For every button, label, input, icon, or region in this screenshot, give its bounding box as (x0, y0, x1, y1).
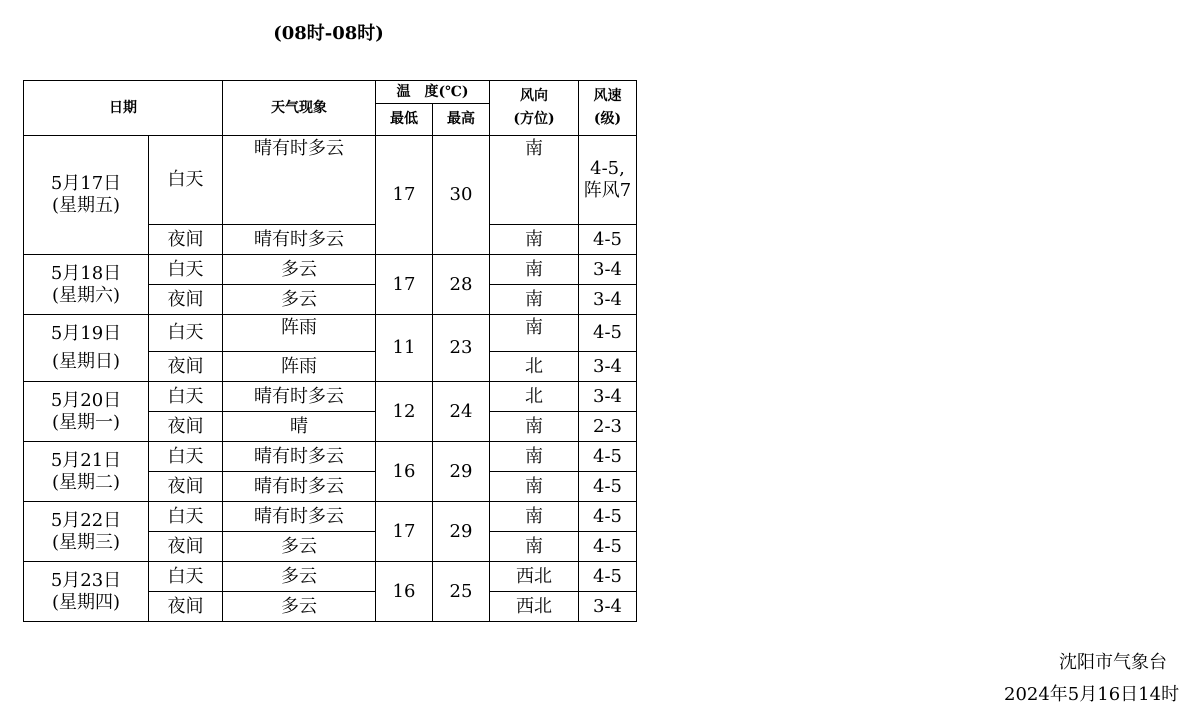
wind-dir: 南 (490, 136, 579, 225)
weekday: (星期三) (51, 531, 121, 553)
temp-low: 16 (376, 442, 433, 502)
period: 白天 (149, 382, 223, 412)
temp-low: 11 (376, 315, 433, 382)
header-wind-speed (579, 81, 637, 136)
header-weather: 天气现象 (223, 81, 376, 136)
wind-dir: 南 (490, 285, 579, 315)
wind-speed: 4-5 (579, 562, 637, 592)
wind-dir: 南 (490, 412, 579, 442)
wind-speed: 2-3 (579, 412, 637, 442)
header-wind-speed-line2: (级) (593, 111, 622, 127)
weather: 晴有时多云 (223, 136, 376, 225)
wind-speed: 3-4 (579, 382, 637, 412)
weather: 晴有时多云 (223, 502, 376, 532)
period: 夜间 (149, 472, 223, 502)
table-row (24, 255, 637, 285)
date-cell (24, 382, 149, 442)
wind-speed: 4-5 (579, 225, 637, 255)
weekday: (星期一) (51, 411, 121, 433)
table-row (24, 136, 637, 225)
wind-dir: 南 (490, 532, 579, 562)
table-row (24, 502, 637, 532)
date: 5月19日 (50, 323, 122, 345)
period: 夜间 (149, 285, 223, 315)
weather: 阵雨 (223, 352, 376, 382)
period: 夜间 (149, 352, 223, 382)
temp-low: 17 (376, 502, 433, 562)
weather: 多云 (223, 562, 376, 592)
header-wind-dir-line1: 风向 (520, 88, 548, 105)
wind-speed: 3-4 (579, 285, 637, 315)
weather: 多云 (223, 255, 376, 285)
date-cell (24, 562, 149, 622)
period: 白天 (149, 502, 223, 532)
weather: 晴有时多云 (223, 382, 376, 412)
table-row (24, 562, 637, 592)
wind-speed: 3-4 (579, 255, 637, 285)
weather: 晴有时多云 (223, 472, 376, 502)
forecast-table (23, 80, 637, 622)
weekday: (星期二) (51, 471, 121, 493)
temp-low: 12 (376, 382, 433, 442)
temp-low: 17 (376, 136, 433, 255)
weather: 多云 (223, 592, 376, 622)
date-cell (24, 502, 149, 562)
wind-dir: 南 (490, 255, 579, 285)
wind-speed: 4-5 (579, 532, 637, 562)
temp-high: 29 (433, 442, 490, 502)
wind-speed: 4-5 (579, 502, 637, 532)
weekday: (星期日) (51, 351, 121, 372)
weekday: (星期四) (51, 591, 121, 613)
wind-dir: 西北 (490, 592, 579, 622)
table-row (24, 442, 637, 472)
header-temp-low: 最低 (376, 104, 433, 136)
wind-speed: 4-5,阵风7 (579, 136, 637, 225)
header-temp: 温 度(℃) (376, 81, 490, 104)
weather: 晴有时多云 (223, 442, 376, 472)
header-date: 日期 (24, 81, 223, 136)
period: 夜间 (149, 412, 223, 442)
wind-speed: 4-5 (579, 442, 637, 472)
date: 5月17日 (50, 173, 122, 195)
wind-speed: 3-4 (579, 352, 637, 382)
wind-dir: 北 (490, 382, 579, 412)
wind-dir: 南 (490, 225, 579, 255)
date: 5月18日 (50, 262, 122, 284)
temp-high: 30 (433, 136, 490, 255)
wind-dir: 西北 (490, 562, 579, 592)
date: 5月23日 (50, 569, 122, 591)
header-wind-dir-line2: (方位) (513, 111, 555, 127)
period: 白天 (149, 562, 223, 592)
date: 5月20日 (50, 389, 122, 411)
header-wind-speed-line1: 风速 (593, 88, 622, 105)
temp-low: 16 (376, 562, 433, 622)
date-cell (24, 442, 149, 502)
wind-dir: 南 (490, 442, 579, 472)
date: 5月22日 (50, 509, 122, 531)
wind-dir: 南 (490, 472, 579, 502)
date: 5月21日 (50, 449, 122, 471)
table-row (24, 382, 637, 412)
weekday: (星期五) (51, 195, 121, 216)
period: 白天 (149, 136, 223, 225)
temp-high: 28 (433, 255, 490, 315)
page-title: (08时-08时) (273, 23, 384, 44)
temp-high: 23 (433, 315, 490, 382)
date-cell (24, 255, 149, 315)
issuing-office: 沈阳市气象台 (1059, 652, 1167, 673)
weather: 晴 (223, 412, 376, 442)
header-wind-dir (490, 81, 579, 136)
wind-speed: 4-5 (579, 472, 637, 502)
weather: 多云 (223, 285, 376, 315)
period: 白天 (149, 442, 223, 472)
wind-dir: 北 (490, 352, 579, 382)
temp-high: 25 (433, 562, 490, 622)
period: 夜间 (149, 225, 223, 255)
wind-dir: 南 (490, 502, 579, 532)
wind-speed: 3-4 (579, 592, 637, 622)
weather: 多云 (223, 532, 376, 562)
wind-speed: 4-5 (579, 315, 637, 352)
period: 夜间 (149, 532, 223, 562)
wind-dir: 南 (490, 315, 579, 352)
temp-high: 24 (433, 382, 490, 442)
temp-high: 29 (433, 502, 490, 562)
weather: 晴有时多云 (223, 225, 376, 255)
temp-low: 17 (376, 255, 433, 315)
period: 白天 (149, 315, 223, 352)
weekday: (星期六) (51, 284, 121, 306)
period: 夜间 (149, 592, 223, 622)
issue-time: 2024年5月16日14时 (1004, 684, 1179, 705)
period: 白天 (149, 255, 223, 285)
weather: 阵雨 (223, 315, 376, 352)
table-row (24, 315, 637, 352)
date-cell (24, 136, 149, 255)
header-temp-high: 最高 (433, 104, 490, 136)
date-cell (24, 315, 149, 382)
